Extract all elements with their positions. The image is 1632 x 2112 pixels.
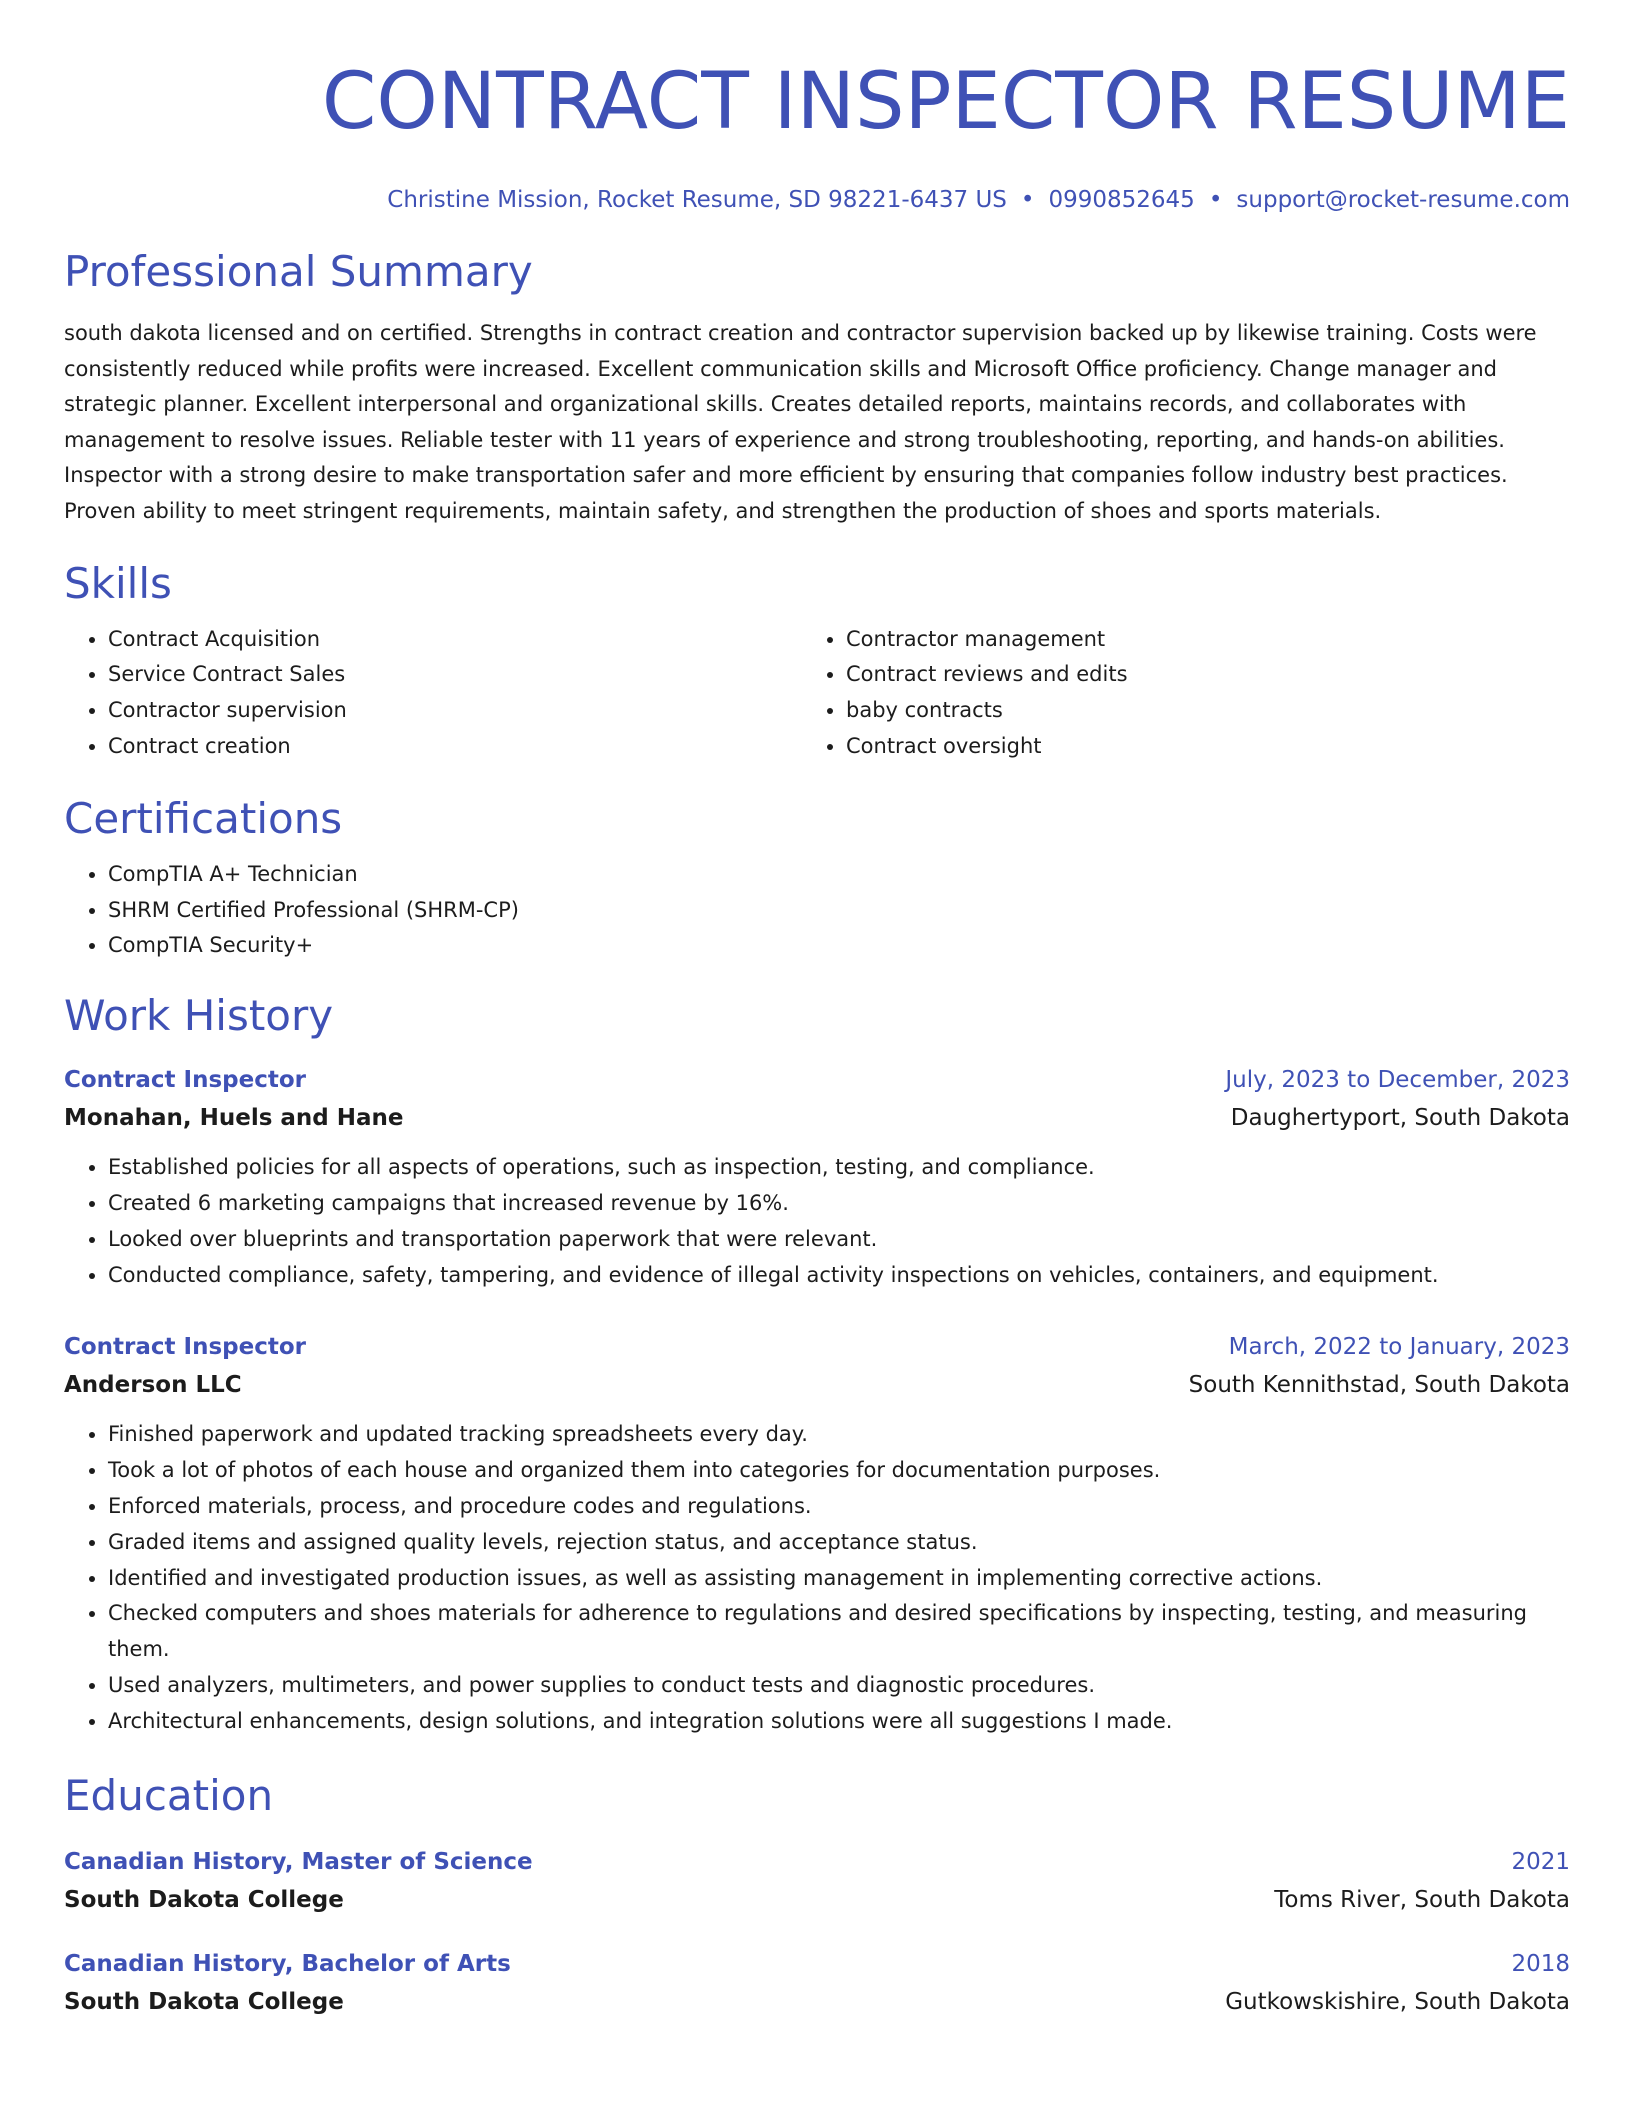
job-dates: March, 2022 to January, 2023 bbox=[1228, 1334, 1570, 1361]
job-bullets bbox=[64, 1150, 1570, 1293]
job-bullet: • Took a lot of photos of each house and organized them into categories for documentation purposes. bbox=[108, 1453, 1570, 1489]
contact-line bbox=[64, 184, 1570, 216]
education-entry bbox=[64, 1844, 1570, 1920]
education-heading: Education bbox=[64, 1770, 274, 1820]
contact-address: Christine Mission, Rocket Resume, SD 98221-6437 US bbox=[387, 187, 1007, 213]
skill-item: • Service Contract Sales bbox=[108, 657, 802, 693]
skills-list-right bbox=[802, 622, 1570, 765]
skills-section bbox=[64, 556, 1570, 765]
resume-header bbox=[64, 52, 1570, 216]
job-bullet: • Architectural enhancements, design solutions, and integration solutions were all suggestions I made. bbox=[108, 1704, 1570, 1740]
skill-item: • Contract reviews and edits bbox=[846, 657, 1570, 693]
job-bullet: • Enforced materials, process, and procedure codes and regulations. bbox=[108, 1489, 1570, 1525]
job-bullet: • Checked computers and shoes materials for adherence to regulations and desired specifications by inspecting, testing, and measuring them. bbox=[108, 1596, 1570, 1668]
education-entry bbox=[64, 1946, 1570, 2022]
education-degree: Canadian History, Bachelor of Arts bbox=[64, 1950, 511, 1977]
certification-item: • SHRM Certified Professional (SHRM-CP) bbox=[108, 893, 1570, 929]
skills-grid bbox=[64, 612, 1570, 765]
education-degree: Canadian History, Master of Science bbox=[64, 1848, 533, 1875]
education-year: 2018 bbox=[1511, 1950, 1570, 1977]
education-degree-row bbox=[64, 1844, 1570, 1880]
job-title-row bbox=[64, 1062, 1570, 1098]
job-title: Contract Inspector bbox=[64, 1067, 307, 1094]
skill-item: • baby contracts bbox=[846, 693, 1570, 729]
job-title: Contract Inspector bbox=[64, 1334, 307, 1361]
job-company-row bbox=[64, 1365, 1570, 1405]
certification-item: • CompTIA Security+ bbox=[108, 928, 1570, 964]
job-entry bbox=[64, 1062, 1570, 1293]
education-school: South Dakota College bbox=[64, 1988, 344, 2015]
education-school-row bbox=[64, 1982, 1570, 2022]
job-bullet: • Conducted compliance, safety, tampering, and evidence of illegal activity inspections on vehicles, containers, and equipment. bbox=[108, 1258, 1570, 1294]
certifications-list bbox=[64, 857, 1570, 964]
contact-email: support@rocket-resume.com bbox=[1236, 187, 1570, 213]
job-location: Daughertyport, South Dakota bbox=[1230, 1105, 1570, 1132]
skills-heading: Skills bbox=[64, 558, 172, 608]
job-title-row bbox=[64, 1329, 1570, 1365]
work-history-section bbox=[64, 988, 1570, 1739]
summary-text: south dakota licensed and on certified. Strengths in contract creation and contractor supervision backed up by likewise training. Costs were consistently reduced while profits were increased. Excellent communication skills and Microsoft Office proficiency. Change manager and strategic planner. Excellent interpersonal and organizational skills. Creates detailed reports, maintains records, and collaborates with management to resolve issues. Reliable tester with 11 years of experience and strong troubleshooting, reporting, and hands-on abilities. Inspector with a strong desire to make transportation safer and more efficient by ensuring that companies follow industry best practices. Proven ability to meet stringent requirements, maintain safety, and strengthen the production of shoes and sports materials. bbox=[64, 321, 1537, 523]
job-bullet: • Used analyzers, multimeters, and power supplies to conduct tests and diagnostic procedures. bbox=[108, 1668, 1570, 1704]
skill-item: • Contractor management bbox=[846, 622, 1570, 658]
skill-item: • Contractor supervision bbox=[108, 693, 802, 729]
job-bullet: • Identified and investigated production issues, as well as assisting management in implementing corrective actions. bbox=[108, 1561, 1570, 1597]
education-school-row bbox=[64, 1880, 1570, 1920]
job-bullet: • Created 6 marketing campaigns that increased revenue by 16%. bbox=[108, 1186, 1570, 1222]
summary-heading: Professional Summary bbox=[64, 247, 533, 296]
certifications-heading: Certifications bbox=[64, 793, 343, 843]
skill-item: • Contract oversight bbox=[846, 729, 1570, 765]
contact-separator: • bbox=[1208, 187, 1223, 213]
job-dates: July, 2023 to December, 2023 bbox=[1225, 1067, 1570, 1094]
education-section bbox=[64, 1768, 1570, 2022]
certifications-section bbox=[64, 791, 1570, 964]
education-year: 2021 bbox=[1511, 1848, 1570, 1875]
resume-title: CONTRACT INSPECTOR RESUME bbox=[321, 57, 1570, 147]
education-location: Toms River, South Dakota bbox=[1274, 1886, 1570, 1913]
job-entry bbox=[64, 1329, 1570, 1739]
job-bullets bbox=[64, 1417, 1570, 1739]
contact-phone: 0990852645 bbox=[1048, 187, 1195, 213]
job-company: Anderson LLC bbox=[64, 1372, 242, 1399]
job-bullet: • Looked over blueprints and transportation paperwork that were relevant. bbox=[108, 1222, 1570, 1258]
job-bullet: • Graded items and assigned quality levels, rejection status, and acceptance status. bbox=[108, 1525, 1570, 1561]
skill-item: • Contract Acquisition bbox=[108, 622, 802, 658]
education-degree-row bbox=[64, 1946, 1570, 1982]
job-location: South Kennithstad, South Dakota bbox=[1188, 1372, 1570, 1399]
education-school: South Dakota College bbox=[64, 1886, 344, 1913]
job-company: Monahan, Huels and Hane bbox=[64, 1105, 404, 1132]
education-location: Gutkowskishire, South Dakota bbox=[1225, 1988, 1570, 2015]
contact-separator: • bbox=[1020, 187, 1035, 213]
skill-item: • Contract creation bbox=[108, 729, 802, 765]
job-company-row bbox=[64, 1098, 1570, 1138]
work-history-heading: Work History bbox=[64, 991, 334, 1041]
certification-item: • CompTIA A+ Technician bbox=[108, 857, 1570, 893]
job-bullet: • Finished paperwork and updated tracking spreadsheets every day. bbox=[108, 1417, 1570, 1453]
job-bullet: • Established policies for all aspects of operations, such as inspection, testing, and compliance. bbox=[108, 1150, 1570, 1186]
summary-section bbox=[64, 244, 1570, 530]
skills-list-left bbox=[64, 622, 802, 765]
